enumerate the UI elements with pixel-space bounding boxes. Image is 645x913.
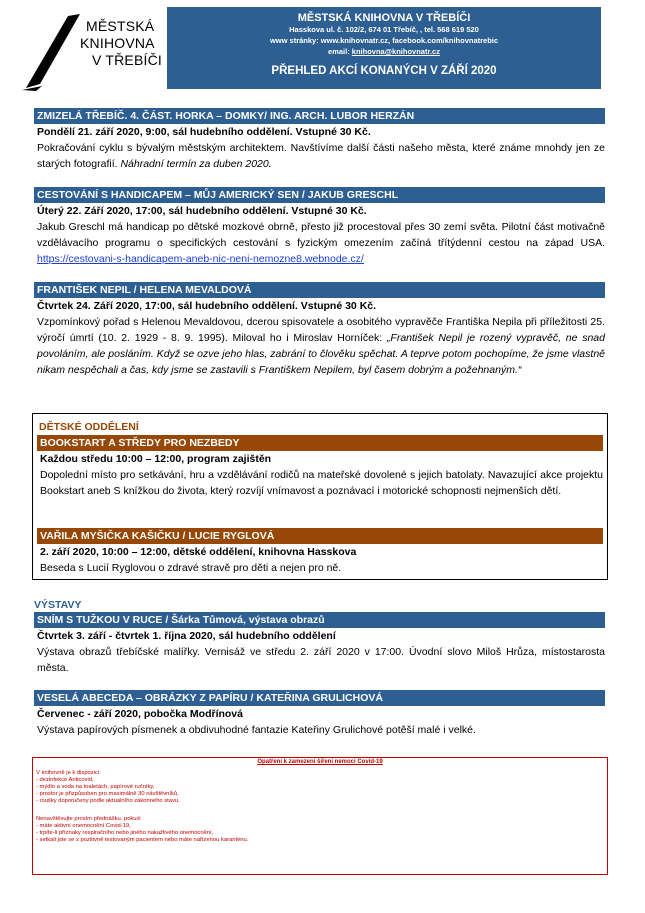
event-title: FRANTIŠEK NEPIL / HELENA MEVALDOVÁ [34, 282, 605, 298]
header-email-line [167, 46, 601, 57]
event-3 [34, 282, 605, 378]
event-note: Náhradní termín za duben 2020. [120, 158, 272, 170]
covid-measures-box [32, 757, 608, 875]
kids-item-text: Dopolední místo pro setkávání, hru a vzdělávání rodičů na mateřské dovolené s jejich batolaty. Navazující akce projektu Bookstart aneb S knížkou do života, který rozvíjí vnímavost a poznávací i motorické schopnosti nejmenších dětí. [40, 469, 603, 497]
covid-condition-item: - setkali jste se s pozitivně testovaným pacientem nebo máte nařízenou karanténu. [36, 836, 249, 843]
exhibition-title: VESELÁ ABECEDA – OBRÁZKY Z PAPÍRU / KATEŘINA GRULICHOVÁ [34, 690, 605, 706]
covid-title: Opatření k zamezení šíření nemoci Covid-19 [257, 759, 383, 765]
header-title: MĚSTSKÁ KNIHOVNA V TŘEBÍČI [297, 12, 471, 24]
header-web: www stránky: www.knihovnatr.cz, facebook.com/knihovnatrebic [269, 36, 499, 45]
event-description [34, 219, 605, 267]
exhibition-text: Výstava papírových písmenek a obdivuhodné fantazie Kateřiny Grulichové potěší malé i velké. [37, 724, 476, 736]
email-label: email: [328, 47, 352, 56]
event-description [34, 314, 605, 378]
kids-department-box [32, 413, 608, 580]
event-text: Jakub Greschl má handicap po dětské mozkové obrně, přesto již procestoval přes 30 zemí světa. Pilotní část motivačně vzdělávacího programu o specifických cestování s fyzickým omezením začíná třítýdenní cestou na západ USA. [37, 221, 605, 249]
library-logo [22, 12, 162, 92]
header-banner [167, 7, 601, 89]
covid-intro-2: Nenavštěvujte prosím přednášku, pokud: [36, 815, 142, 822]
event-2 [34, 187, 605, 267]
event-title: CESTOVÁNÍ S HANDICAPEM – MŮJ AMERICKÝ SEN / JAKUB GRESCHL [34, 187, 605, 203]
logo-line-1: MĚSTSKÁ [86, 18, 155, 34]
event-text: Vzpomínkový pořad s Helenou Mevaldovou, dcerou spisovatele a osobitého vypravěče Františka Nepila při příležitosti 25. výročí úmrtí (10. 2. 1929 - 8. 9. 1995). Miloval ho i Miroslav Horníček: [37, 316, 605, 344]
logo-line-2: KNIHOVNA [80, 35, 155, 51]
event-date: Úterý 22. Září 2020, 17:00, sál hudebního oddělení. Vstupné 30 Kč. [37, 205, 367, 217]
covid-available-item: - roušky doporučeny podle aktuálního zákonného stavu. [36, 798, 180, 805]
covid-available-item: - prostor je přizpůsoben pro maximálně 30 návštěvníků, [36, 791, 179, 798]
header-address: Hasskova ul. č. 102/2, 674 01 Třebíč, , tel. 568 619 520 [289, 25, 479, 34]
event-link[interactable]: https://cestovani-s-handicapem-aneb-nic-neni-nemozne8.webnode.cz/ [37, 253, 364, 265]
covid-intro: V knihovně je k dispozici: [36, 770, 101, 777]
exhibition-date: Čtvrtek 3. září - čtvrtek 1. října 2020, sál hudebního oddělení [37, 630, 336, 642]
event-date: Čtvrtek 24. Září 2020, 17:00, sál hudebního oddělení. Vstupné 30 Kč. [37, 300, 377, 312]
event-description [34, 140, 605, 172]
kids-item-title: VAŘILA MYŠIČKA KAŠIČKU / LUCIE RYGLOVÁ [37, 528, 603, 544]
covid-condition-item: - máte aktivní onemocnění Covid-19, [36, 822, 131, 829]
kids-item-1 [37, 435, 603, 499]
exhibitions-section [34, 598, 605, 676]
kids-item-date: Každou středu 10:00 – 12:00, program zajištěn [40, 453, 272, 465]
kids-item-text: Beseda s Lucií Ryglovou o zdravé stravě pro děti a nejen pro ně. [40, 562, 342, 574]
book-quill-icon [22, 12, 84, 92]
kids-heading: DĚTSKÉ ODDĚLENÍ [39, 421, 139, 433]
event-date: Pondělí 21. září 2020, 9:00, sál hudebního oddělení. Vstupné 30 Kč. [37, 126, 371, 138]
exhibitions-heading: VÝSTAVY [34, 599, 82, 611]
header-subtitle: PŘEHLED AKCÍ KONANÝCH V ZÁŘÍ 2020 [271, 65, 497, 77]
exhibition-date: Červenec - září 2020, pobočka Modřínová [37, 708, 243, 720]
kids-item-title: BOOKSTART A STŘEDY PRO NEZBEDY [37, 435, 603, 451]
covid-available-item: - mýdlo a voda na toaletách, papírové ručníky, [36, 784, 155, 791]
event-title: ZMIZELÁ TŘEBÍČ. 4. ČÁST. HORKA – DOMKY/ ING. ARCH. LUBOR HERZÁN [34, 108, 605, 124]
covid-condition-item: - trpíte-li příznaky respiračního nebo jiného nakažlivého onemocnění, [36, 829, 214, 836]
email-link[interactable]: knihovna@knihovnatr.cz [351, 47, 440, 56]
exhibition-text: Výstava obrazů třebíčské malířky. Vernisáž ve středu 2. září 2020 v 17:00. Úvodní slovo Miloš Hrůza, místostarosta města. [37, 646, 605, 674]
covid-available-item: - dezinfekce Anticovid, [36, 777, 94, 784]
event-quote: „František Nepil je rozený vypravěč, ne snad povoláním, ale posláním. Když se ozve jeho hlas, zabrání to člověku spěchat. A teprve potom pochopíme, že jsme vlastně nikam nespěchali a čas, kdy jsme se zastavili s Františkem Nepilem, byl časem dobrým a požehnaným.“ [37, 332, 605, 376]
exhibition-2 [34, 690, 605, 738]
logo-line-3: V TŘEBÍČI [92, 52, 163, 68]
event-text: Pokračování cyklu s bývalým městským architektem. Navštívíme další části našeho města, které známe mnohdy jen ze starých fotografií. [37, 142, 605, 170]
kids-item-date: 2. září 2020, 10:00 – 12:00, dětské oddělení, knihovna Hasskova [40, 546, 357, 558]
kids-item-2 [37, 528, 603, 576]
event-1 [34, 108, 605, 172]
exhibition-title: SNÍM S TUŽKOU V RUCE / Šárka Tůmová, výstava obrazů [34, 612, 605, 628]
